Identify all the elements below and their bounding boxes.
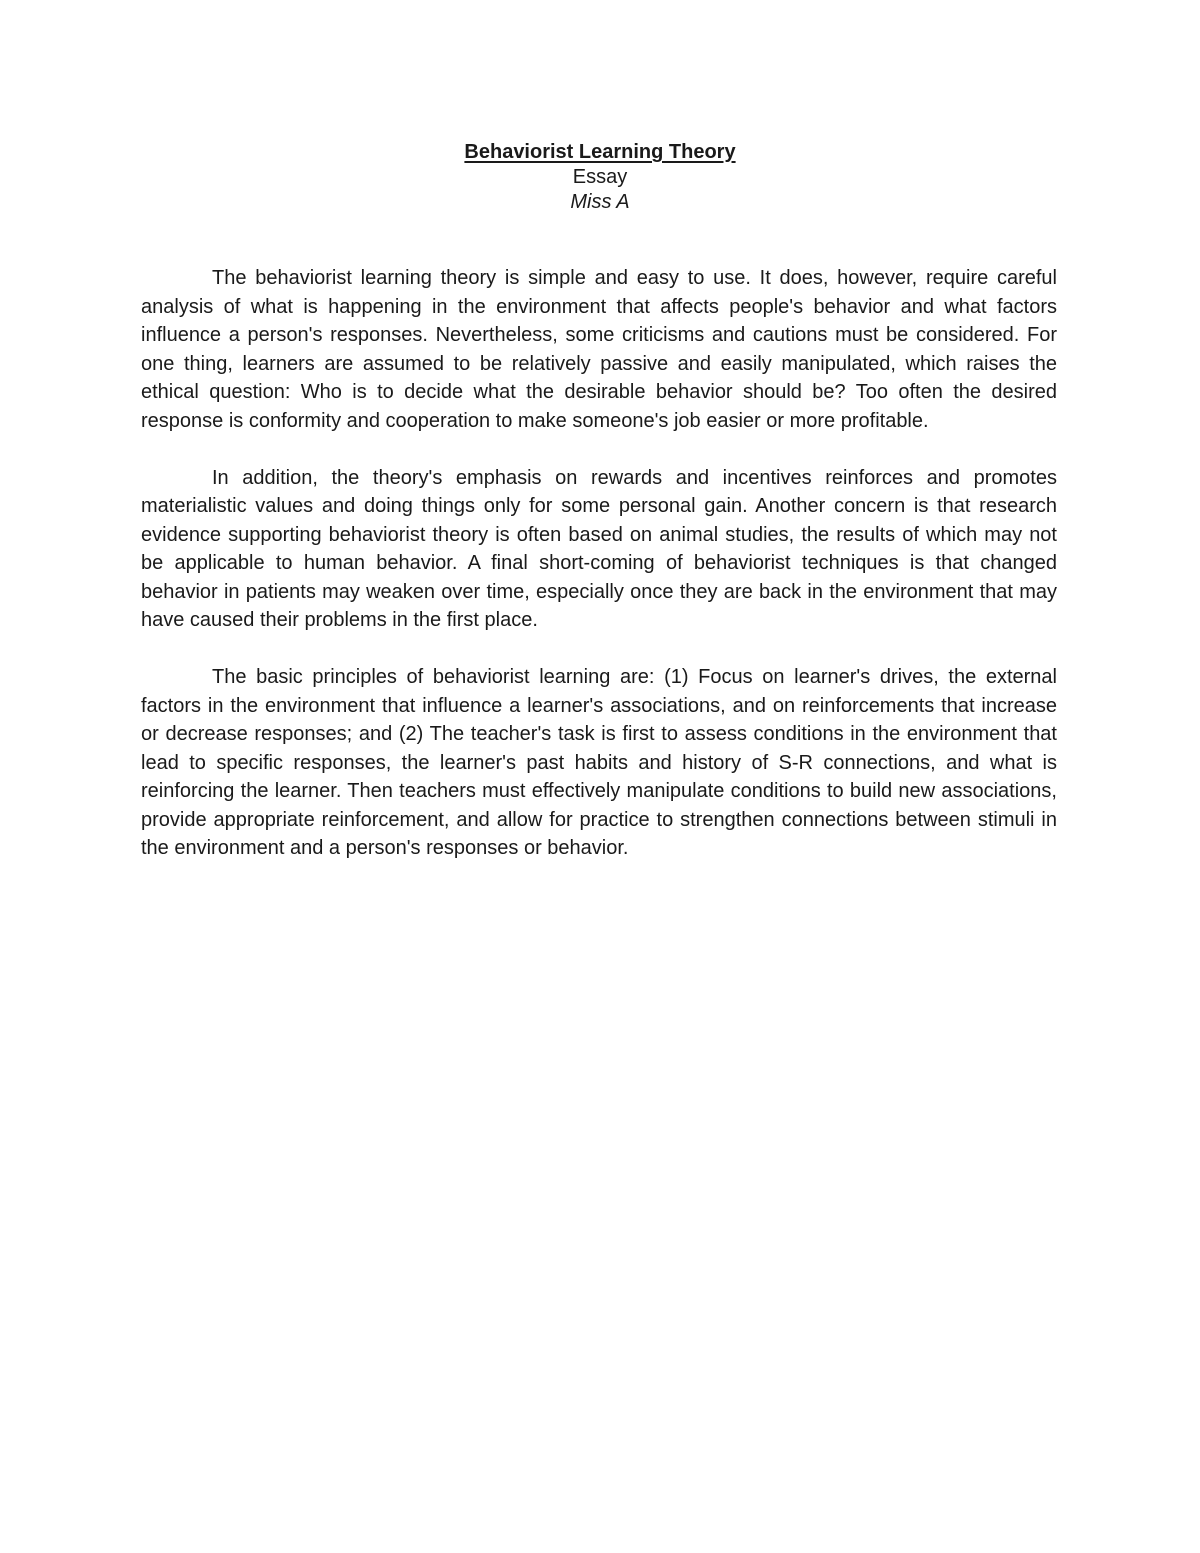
document-subtitle: Essay <box>572 166 628 188</box>
paragraph-1: The behaviorist learning theory is simple and easy to use. It does, however, require careful analysis of what is happening in the environment that affects people's behavior and what factors influence a person's responses. Nevertheless, some criticisms and cautions must be considered. For one thing, learners are assumed to be relatively passive and easily manipulated, which raises the ethical question: Who is to decide what the desirable behavior should be? Too often the desired response is conformity and cooperation to make someone's job easier or more profitable. <box>141 267 1057 432</box>
document-header <box>0 140 1200 215</box>
document-author: Miss A <box>570 191 630 213</box>
paragraph-2: In addition, the theory's emphasis on rewards and incentives reinforces and promotes materialistic values and doing things only for some personal gain. Another concern is that research evidence supporting behaviorist theory is often based on animal studies, the results of which may not be applicable to human behavior. A final short-coming of behaviorist techniques is that changed behavior in patients may weaken over time, especially once they are back in the environment that may have caused their problems in the first place. <box>141 466 1057 631</box>
document-title: Behaviorist Learning Theory <box>464 141 736 163</box>
paragraph-3: The basic principles of behaviorist learning are: (1) Focus on learner's drives, the external factors in the environment that influence a learner's associations, and on reinforcements that increase or decrease responses; and (2) The teacher's task is first to assess conditions in the environment that lead to specific responses, the learner's past habits and history of S-R connections, and what is reinforcing the learner. Then teachers must effectively manipulate conditions to build new associations, provide appropriate reinforcement, and allow for practice to strengthen connections between stimuli in the environment and a person's responses or behavior. <box>141 666 1057 859</box>
document-body <box>141 264 1057 863</box>
